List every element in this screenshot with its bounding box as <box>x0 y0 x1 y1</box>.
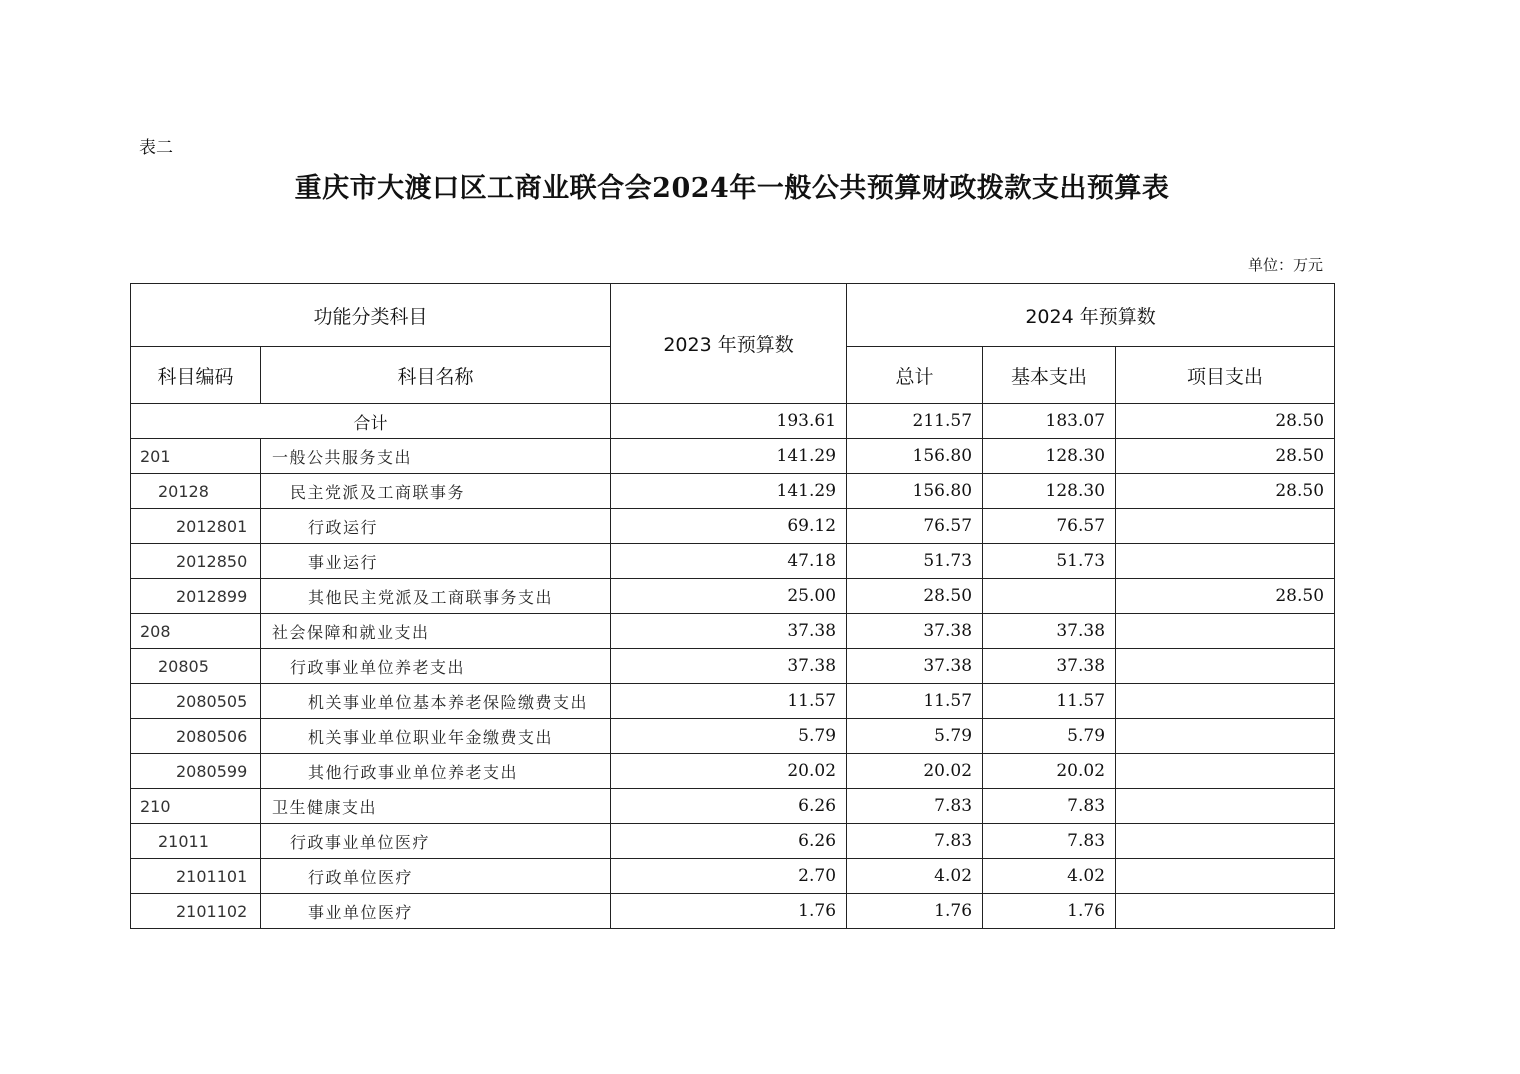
row-code: 21011 <box>131 824 261 859</box>
row-name: 机关事业单位基本养老保险缴费支出 <box>261 684 611 719</box>
row-project <box>1116 894 1335 929</box>
row-project: 28.50 <box>1116 439 1335 474</box>
row-project <box>1116 684 1335 719</box>
row-total: 28.50 <box>847 579 983 614</box>
row-code: 2012850 <box>131 544 261 579</box>
row-total: 4.02 <box>847 859 983 894</box>
total-basic: 183.07 <box>983 404 1116 439</box>
row-name: 行政事业单位医疗 <box>261 824 611 859</box>
row-name: 其他民主党派及工商联事务支出 <box>261 579 611 614</box>
table-row <box>131 684 1335 719</box>
row-budget-2023: 37.38 <box>611 614 847 649</box>
row-name: 事业单位医疗 <box>261 894 611 929</box>
row-name: 行政单位医疗 <box>261 859 611 894</box>
header-budget-2023: 2023 年预算数 <box>611 284 847 404</box>
row-total: 37.38 <box>847 649 983 684</box>
row-total: 37.38 <box>847 614 983 649</box>
row-basic: 7.83 <box>983 789 1116 824</box>
row-basic: 7.83 <box>983 824 1116 859</box>
row-budget-2023: 6.26 <box>611 789 847 824</box>
total-label: 合计 <box>131 404 611 439</box>
row-budget-2023: 5.79 <box>611 719 847 754</box>
row-code: 201 <box>131 439 261 474</box>
row-basic: 1.76 <box>983 894 1116 929</box>
header-function-category: 功能分类科目 <box>131 284 611 347</box>
row-name: 事业运行 <box>261 544 611 579</box>
table-row <box>131 544 1335 579</box>
table-row <box>131 894 1335 929</box>
total-total: 211.57 <box>847 404 983 439</box>
header-project: 项目支出 <box>1116 347 1335 404</box>
row-budget-2023: 69.12 <box>611 509 847 544</box>
row-basic: 128.30 <box>983 474 1116 509</box>
table-number-label: 表二 <box>139 138 173 158</box>
header-code: 科目编码 <box>131 347 261 404</box>
row-total: 5.79 <box>847 719 983 754</box>
row-name: 卫生健康支出 <box>261 789 611 824</box>
row-budget-2023: 20.02 <box>611 754 847 789</box>
page-title: 重庆市大渡口区工商业联合会2024年一般公共预算财政拨款支出预算表 <box>294 173 1170 204</box>
row-total: 11.57 <box>847 684 983 719</box>
row-code: 2012801 <box>131 509 261 544</box>
table-row <box>131 439 1335 474</box>
row-basic <box>983 579 1116 614</box>
row-code: 2080506 <box>131 719 261 754</box>
row-budget-2023: 141.29 <box>611 439 847 474</box>
table-row <box>131 509 1335 544</box>
row-total: 156.80 <box>847 439 983 474</box>
row-name: 其他行政事业单位养老支出 <box>261 754 611 789</box>
row-name: 民主党派及工商联事务 <box>261 474 611 509</box>
row-basic: 11.57 <box>983 684 1116 719</box>
row-basic: 51.73 <box>983 544 1116 579</box>
table-row <box>131 754 1335 789</box>
row-code: 208 <box>131 614 261 649</box>
row-total: 156.80 <box>847 474 983 509</box>
row-total: 1.76 <box>847 894 983 929</box>
row-name: 行政运行 <box>261 509 611 544</box>
total-project: 28.50 <box>1116 404 1335 439</box>
row-project <box>1116 824 1335 859</box>
row-basic: 4.02 <box>983 859 1116 894</box>
row-project <box>1116 649 1335 684</box>
row-budget-2023: 47.18 <box>611 544 847 579</box>
row-project <box>1116 859 1335 894</box>
row-code: 2080505 <box>131 684 261 719</box>
row-project <box>1116 789 1335 824</box>
row-budget-2023: 1.76 <box>611 894 847 929</box>
row-code: 2101101 <box>131 859 261 894</box>
row-budget-2023: 6.26 <box>611 824 847 859</box>
row-budget-2023: 37.38 <box>611 649 847 684</box>
row-project <box>1116 544 1335 579</box>
row-basic: 5.79 <box>983 719 1116 754</box>
table-row <box>131 474 1335 509</box>
row-project: 28.50 <box>1116 579 1335 614</box>
row-basic: 128.30 <box>983 439 1116 474</box>
row-project <box>1116 754 1335 789</box>
row-budget-2023: 25.00 <box>611 579 847 614</box>
header-basic: 基本支出 <box>983 347 1116 404</box>
row-total: 20.02 <box>847 754 983 789</box>
header-name: 科目名称 <box>261 347 611 404</box>
table-row <box>131 614 1335 649</box>
row-code: 2080599 <box>131 754 261 789</box>
table-row <box>131 859 1335 894</box>
row-basic: 20.02 <box>983 754 1116 789</box>
table-row <box>131 649 1335 684</box>
row-total: 51.73 <box>847 544 983 579</box>
budget-table <box>130 283 1335 929</box>
row-budget-2023: 11.57 <box>611 684 847 719</box>
row-project: 28.50 <box>1116 474 1335 509</box>
row-name: 一般公共服务支出 <box>261 439 611 474</box>
row-project <box>1116 614 1335 649</box>
row-project <box>1116 719 1335 754</box>
row-name: 机关事业单位职业年金缴费支出 <box>261 719 611 754</box>
row-total: 7.83 <box>847 824 983 859</box>
total-budget-2023: 193.61 <box>611 404 847 439</box>
row-budget-2023: 141.29 <box>611 474 847 509</box>
row-code: 2101102 <box>131 894 261 929</box>
row-total: 7.83 <box>847 789 983 824</box>
row-name: 社会保障和就业支出 <box>261 614 611 649</box>
row-budget-2023: 2.70 <box>611 859 847 894</box>
table-row <box>131 789 1335 824</box>
unit-label: 单位：万元 <box>1247 256 1323 274</box>
header-budget-2024: 2024 年预算数 <box>847 284 1335 347</box>
row-code: 2012899 <box>131 579 261 614</box>
table-row <box>131 579 1335 614</box>
header-total: 总计 <box>847 347 983 404</box>
row-total: 76.57 <box>847 509 983 544</box>
row-code: 20805 <box>131 649 261 684</box>
table-row <box>131 719 1335 754</box>
row-project <box>1116 509 1335 544</box>
total-row <box>131 404 1335 439</box>
table-row <box>131 824 1335 859</box>
row-name: 行政事业单位养老支出 <box>261 649 611 684</box>
row-code: 210 <box>131 789 261 824</box>
header-row-1 <box>131 284 1335 347</box>
row-basic: 37.38 <box>983 614 1116 649</box>
row-code: 20128 <box>131 474 261 509</box>
row-basic: 37.38 <box>983 649 1116 684</box>
row-basic: 76.57 <box>983 509 1116 544</box>
